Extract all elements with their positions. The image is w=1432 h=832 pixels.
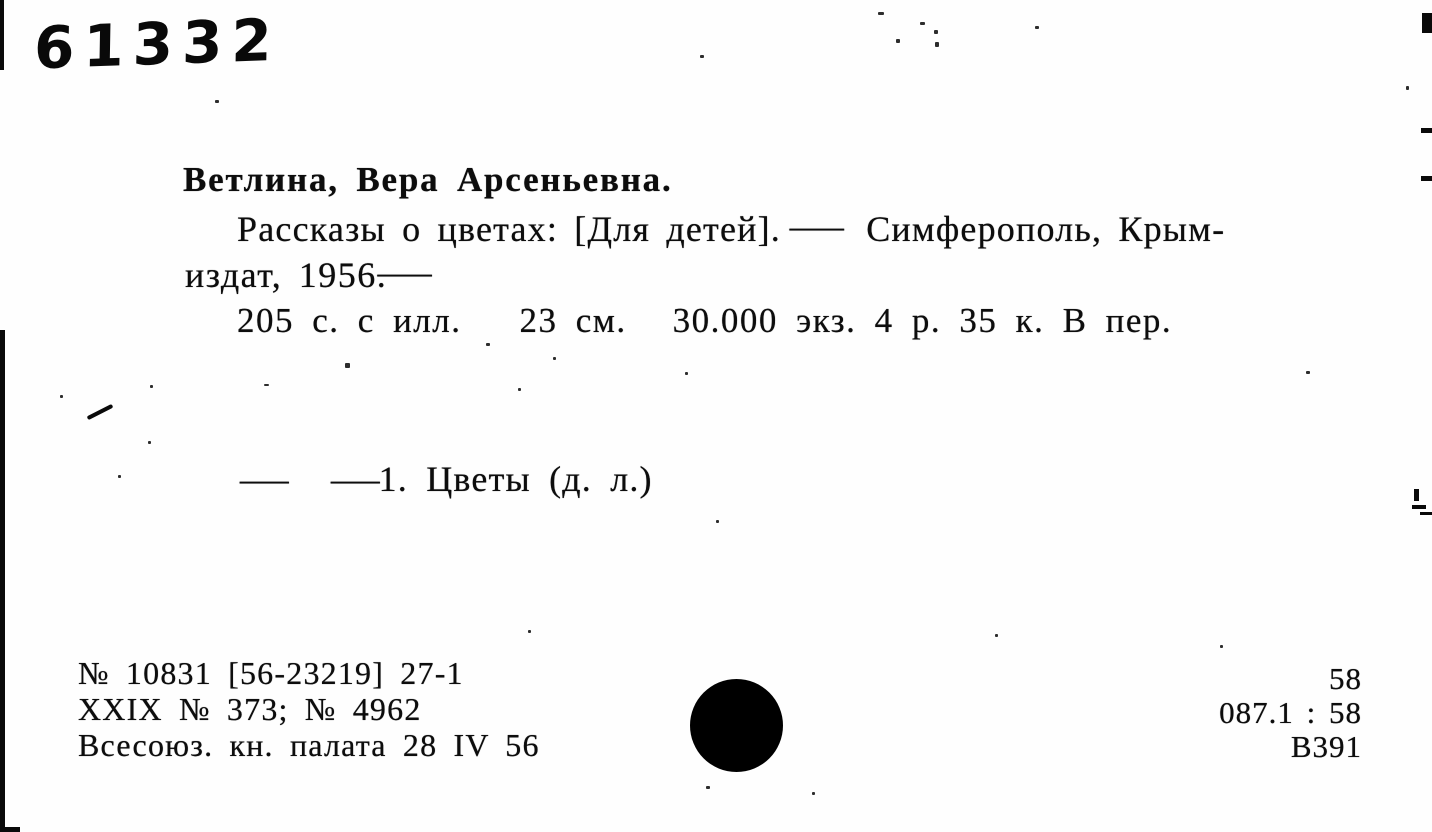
noise-speck [685,372,688,375]
noise-speck [878,12,884,15]
noise-speck [716,520,719,523]
footer-right-line-3: В391 [1290,729,1362,764]
pen-slash-mark [87,404,114,420]
title-text: Рассказы о цветах: [Для детей]. [237,209,782,249]
noise-speck [934,30,938,34]
noise-speck [215,100,219,103]
noise-speck [528,630,531,633]
scan-edge-mark [0,827,20,832]
noise-speck [935,42,939,47]
noise-speck [706,786,710,789]
noise-speck [1406,86,1409,90]
imprint-wrap-line [185,252,435,296]
footer-right-line-2: 087.1 : 58 [1219,695,1362,730]
footer-left-block [78,655,540,763]
scan-edge-mark [0,330,5,832]
title-dash: — [789,206,846,246]
footer-left-line-2: XXIX № 373; № 4962 [78,691,422,727]
scan-edge-mark [1422,13,1432,33]
scan-edge-mark [1412,505,1426,509]
noise-speck [148,441,151,444]
scan-edge-mark [1421,128,1432,133]
handwritten-accession-number: 61332 [33,5,282,83]
noise-speck [518,388,521,391]
noise-speck [896,39,900,43]
footer-right-line-1: 58 [1329,661,1362,696]
noise-speck [1035,26,1039,29]
imprint-first: Симферополь, Крым- [866,209,1226,249]
tracing-subject: 1. Цветы (д. л.) [378,459,653,499]
noise-speck [264,384,269,386]
collation-size: 23 см. [519,301,627,340]
scan-edge-mark [1414,489,1419,501]
imprint-wrap-text: издат, 1956. [185,255,388,295]
noise-speck [920,22,925,25]
noise-speck [812,792,815,795]
footer-left-line-1: № 10831 [56-23219] 27-1 [78,655,464,691]
scan-edge-mark [1421,176,1432,181]
collation-run-price-binding: 30.000 экз. 4 р. 35 к. В пер. [672,301,1173,340]
noise-speck [345,363,350,368]
imprint-dash: — [377,252,435,292]
tracing-dashes: — — [240,459,382,499]
collation-line [237,301,1172,341]
author-heading: Ветлина, Вера Арсеньевна. [183,160,673,199]
footer-left-line-3: Всесоюз. кн. палата 28 IV 56 [78,727,540,763]
footer-right-block [1219,662,1362,764]
tracing-line [240,458,653,500]
noise-speck [995,634,998,637]
noise-speck [700,55,704,58]
scan-edge-mark [1420,512,1432,515]
noise-speck [150,385,153,388]
noise-speck [118,475,121,478]
noise-speck [486,343,490,346]
scan-edge-mark [0,0,4,70]
noise-speck [1220,645,1223,648]
title-line [237,208,1225,250]
punch-hole [690,679,783,772]
noise-speck [60,395,63,398]
noise-speck [1306,371,1310,374]
noise-speck [553,357,556,360]
collation-pages: 205 с. с илл. [237,301,462,340]
